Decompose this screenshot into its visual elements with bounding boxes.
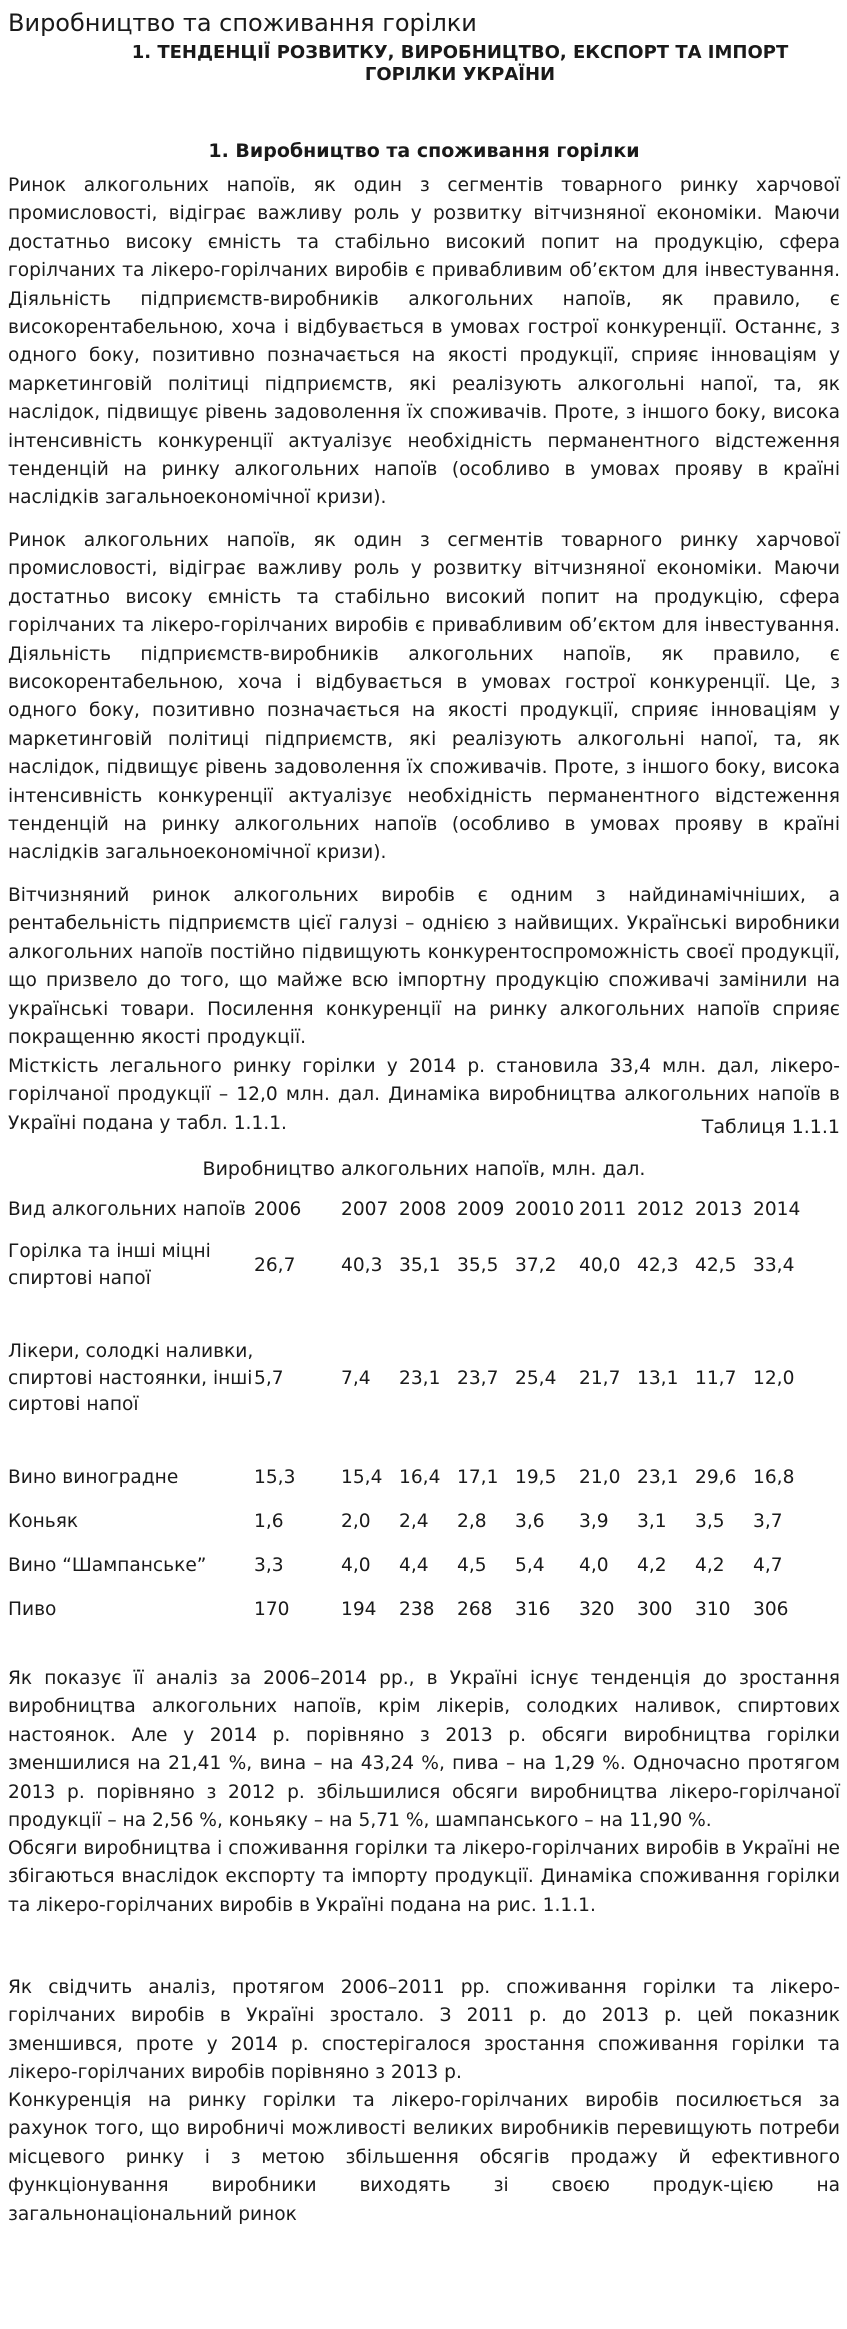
table-cell: 23,1 xyxy=(399,1367,441,1389)
table-cell: 4,0 xyxy=(341,1554,371,1576)
table-header-cell: 2009 xyxy=(457,1198,505,1220)
table-cell: 170 xyxy=(254,1598,290,1620)
table-cell: 3,9 xyxy=(579,1510,609,1532)
paragraph-1: Ринок алкогольних напоїв, як один з сегментів товарного ринку харчової промисловості, відіграє важливу роль у розвитку вітчизняної економіки. Маючи достатньо високу ємність та стабільно високий попит на продукцію, сфера горілчаних та лікеро-горілчаних виробів є привабливим об’єктом для інвестування. Діяльність підприємств-виробників алкогольних напоїв, як правило, є високорентабельною, хоча і відбувається в умовах гострої конкуренції. Останнє, з одного боку, позитивно позначається на якості продукції, сприяє інноваціям у маркетинговій політиці підприємств, які реалізують алкогольні напої, та, як наслідок, підвищує рівень задоволення їх споживачів. Проте, з іншого боку, висока інтенсивність конкуренції актуалізує необхідність перманентного відстеження тенденцій на ринку алкогольних напоїв (особливо в умовах прояву в країні наслідків загальноекономічної кризи). xyxy=(8,175,840,509)
paragraph-6: Обсяги виробництва і споживання горілки та лікеро-горілчаних виробів в Україні не збігаються внаслідок експорту та імпорту продукції. Динаміка споживання горілки та лікеро-горілчаних виробів в Україні подана на рис. 1.1.1. xyxy=(8,1838,840,1916)
table-cell: 4,4 xyxy=(399,1554,429,1576)
table-cell: 16,4 xyxy=(399,1466,441,1488)
table-header-cell: 2008 xyxy=(399,1198,447,1220)
table-header-cell: 2006 xyxy=(254,1198,302,1220)
paragraph-7: Як свідчить аналіз, протягом 2006–2011 рр. споживання горілки та лікеро-горілчаних виробів в Україні зростало. З 2011 р. до 2013 р. цей показник зменшився, проте у 2014 р. спостерігалося зростання споживання горілки та лікеро-горілчаних виробів порівняно з 2013 р. xyxy=(8,1977,840,2084)
table-cell: 16,8 xyxy=(753,1466,795,1488)
table-cell: 17,1 xyxy=(457,1466,499,1488)
table-header-cell: 20010 xyxy=(515,1198,575,1220)
table-cell: 35,1 xyxy=(399,1254,441,1276)
table-cell: 2,8 xyxy=(457,1510,487,1532)
table-cell: 3,5 xyxy=(695,1510,725,1532)
table-cell: 300 xyxy=(637,1598,673,1620)
table-cell: 13,1 xyxy=(637,1367,679,1389)
table-row xyxy=(8,1230,811,1302)
paragraph-8: Конкуренція на ринку горілки та лікеро-горілчаних виробів посилюється за рахунок того, що виробничі можливості великих виробників перевищують потреби місцевого ринку і з метою збільшення обсягів продажу й ефективного функціонування виробники виходять зі своєю продук-цією на загальнонаціональний ринок xyxy=(8,2090,840,2225)
table-caption: Виробництво алкогольних напоїв, млн. дал. xyxy=(202,1158,646,1180)
document-title: Виробництво та споживання горілки xyxy=(8,9,477,37)
table-cell: 42,3 xyxy=(637,1254,679,1276)
table-cell: 4,2 xyxy=(637,1554,667,1576)
table-cell: 238 xyxy=(399,1598,435,1620)
table-header-cell: 2013 xyxy=(695,1198,743,1220)
table-cell: 23,7 xyxy=(457,1367,499,1389)
table-cell: 194 xyxy=(341,1598,377,1620)
table-cell: 15,3 xyxy=(254,1466,296,1488)
table-cell: 26,7 xyxy=(254,1254,296,1276)
table-cell: 4,2 xyxy=(695,1554,725,1576)
table-row xyxy=(8,1588,811,1632)
table-cell: 11,7 xyxy=(695,1367,737,1389)
table-cell: 5,4 xyxy=(515,1554,545,1576)
production-table xyxy=(8,1190,811,1632)
table-header-cell: 2007 xyxy=(341,1198,389,1220)
table-cell: Коньяк xyxy=(8,1510,79,1532)
table-cell: 40,3 xyxy=(341,1254,383,1276)
table-cell: 15,4 xyxy=(341,1466,383,1488)
table-cell: 306 xyxy=(753,1598,789,1620)
table-cell: 4,5 xyxy=(457,1554,487,1576)
table-header-cell: Вид алкогольних напоїв xyxy=(8,1198,246,1220)
table-cell: 2,4 xyxy=(399,1510,429,1532)
table-cell: 21,0 xyxy=(579,1466,621,1488)
table-cell: 19,5 xyxy=(515,1466,557,1488)
table-cell: 37,2 xyxy=(515,1254,557,1276)
table-cell: Горілка та інші міцні спиртові напої xyxy=(8,1241,211,1289)
table-cell: Пиво xyxy=(8,1598,57,1620)
table-cell: 12,0 xyxy=(753,1367,795,1389)
table-cell: 3,3 xyxy=(254,1554,284,1576)
table-cell: Вино “Шампанське” xyxy=(8,1554,207,1576)
table-cell: 4,0 xyxy=(579,1554,609,1576)
table-header-cell: 2012 xyxy=(637,1198,685,1220)
table-row xyxy=(8,1302,811,1456)
sub-heading: 1. Виробництво та споживання горілки xyxy=(208,140,640,162)
table-cell: 23,1 xyxy=(637,1466,679,1488)
table-cell: 35,5 xyxy=(457,1254,499,1276)
table-cell: 25,4 xyxy=(515,1367,557,1389)
table-cell: 320 xyxy=(579,1598,615,1620)
paragraph-3: Вітчизняний ринок алкогольних виробів є одним з найдинамічніших, а рентабельність підприємств цієї галузі – однією з найвищих. Українські виробники алкогольних напоїв постійно підвищують конкурентоспроможність своєї продукції, що призвело до того, що майже всю імпортну продукцію споживачі замінили на українські товари. Посилення конкуренції на ринку алкогольних напоїв сприяє покращенню якості продукції. xyxy=(8,885,840,1049)
table-cell: 29,6 xyxy=(695,1466,737,1488)
table-cell: Вино виноградне xyxy=(8,1466,179,1488)
table-row xyxy=(8,1500,811,1544)
table-cell: 7,4 xyxy=(341,1367,371,1389)
table-row xyxy=(8,1544,811,1588)
table-cell: Лікери, солодкі наливки, спиртові настоянки, інші сиртові напої xyxy=(8,1341,254,1416)
paragraph-4: Місткість легального ринку горілки у 2014 р. становила 33,4 млн. дал, лікеро-горілчаної продукції – 12,0 млн. дал. Динаміка виробництва алкогольних напоїв в Україні подана у табл. 1.1.1. xyxy=(8,1056,840,1134)
table-cell: 3,1 xyxy=(637,1510,667,1532)
table-cell: 2,0 xyxy=(341,1510,371,1532)
paragraph-2: Ринок алкогольних напоїв, як один з сегментів товарного ринку харчової промисловості, відіграє важливу роль у розвитку вітчизняної економіки. Маючи достатньо високу ємність та стабільно високий попит на продукцію, сфера горілчаних та лікеро-горілчаних виробів є привабливим об’єктом для інвестування. Діяльність підприємств-виробників алкогольних напоїв, як правило, є високорентабельною, хоча і відбувається в умовах гострої конкуренції. Це, з одного боку, позитивно позначається на якості продукції, сприяє інноваціям у маркетинговій політиці підприємств, які реалізують алкогольні напої, та, як наслідок, підвищує рівень задоволення їх споживачів. Проте, з іншого боку, висока інтенсивність конкуренції актуалізує необхідність перманентного відстеження тенденцій на ринку алкогольних напоїв (особливо в умовах прояву в країні наслідків загальноекономічної кризи). xyxy=(8,530,840,864)
table-cell: 21,7 xyxy=(579,1367,621,1389)
table-header-cell: 2014 xyxy=(753,1198,801,1220)
table-header-row xyxy=(8,1190,811,1230)
table-cell: 40,0 xyxy=(579,1254,621,1276)
table-cell: 1,6 xyxy=(254,1510,284,1532)
table-cell: 310 xyxy=(695,1598,731,1620)
table-cell: 3,6 xyxy=(515,1510,545,1532)
table-cell: 316 xyxy=(515,1598,551,1620)
table-cell: 3,7 xyxy=(753,1510,783,1532)
table-cell: 33,4 xyxy=(753,1254,795,1276)
table-label: Таблиця 1.1.1 xyxy=(701,1116,840,1138)
section-heading: 1. ТЕНДЕНЦІЇ РОЗВИТКУ, ВИРОБНИЦТВО, ЕКСПОРТ ТА ІМПОРТ ГОРІЛКИ УКРАЇНИ xyxy=(131,42,789,85)
table-row xyxy=(8,1456,811,1500)
table-cell: 268 xyxy=(457,1598,493,1620)
paragraph-5: Як показує її аналіз за 2006–2014 рр., в Україні існує тенденція до зростання виробництва алкогольних напоїв, крім лікерів, солодких наливок, спиртових настоянок. Але у 2014 р. порівняно з 2013 р. обсяги виробництва горілки зменшилися на 21,41 %, вина – на 43,24 %, пива – на 1,29 %. Одночасно протягом 2013 р. порівняно з 2012 р. збільшилися обсяги виробництва лікеро-горілчаної продукції – на 2,56 %, коньяку – на 5,71 %, шампанського – на 11,90 %. xyxy=(8,1668,840,1832)
table-cell: 42,5 xyxy=(695,1254,737,1276)
table-cell: 4,7 xyxy=(753,1554,783,1576)
table-header-cell: 2011 xyxy=(579,1198,627,1220)
table-cell: 5,7 xyxy=(254,1367,284,1389)
